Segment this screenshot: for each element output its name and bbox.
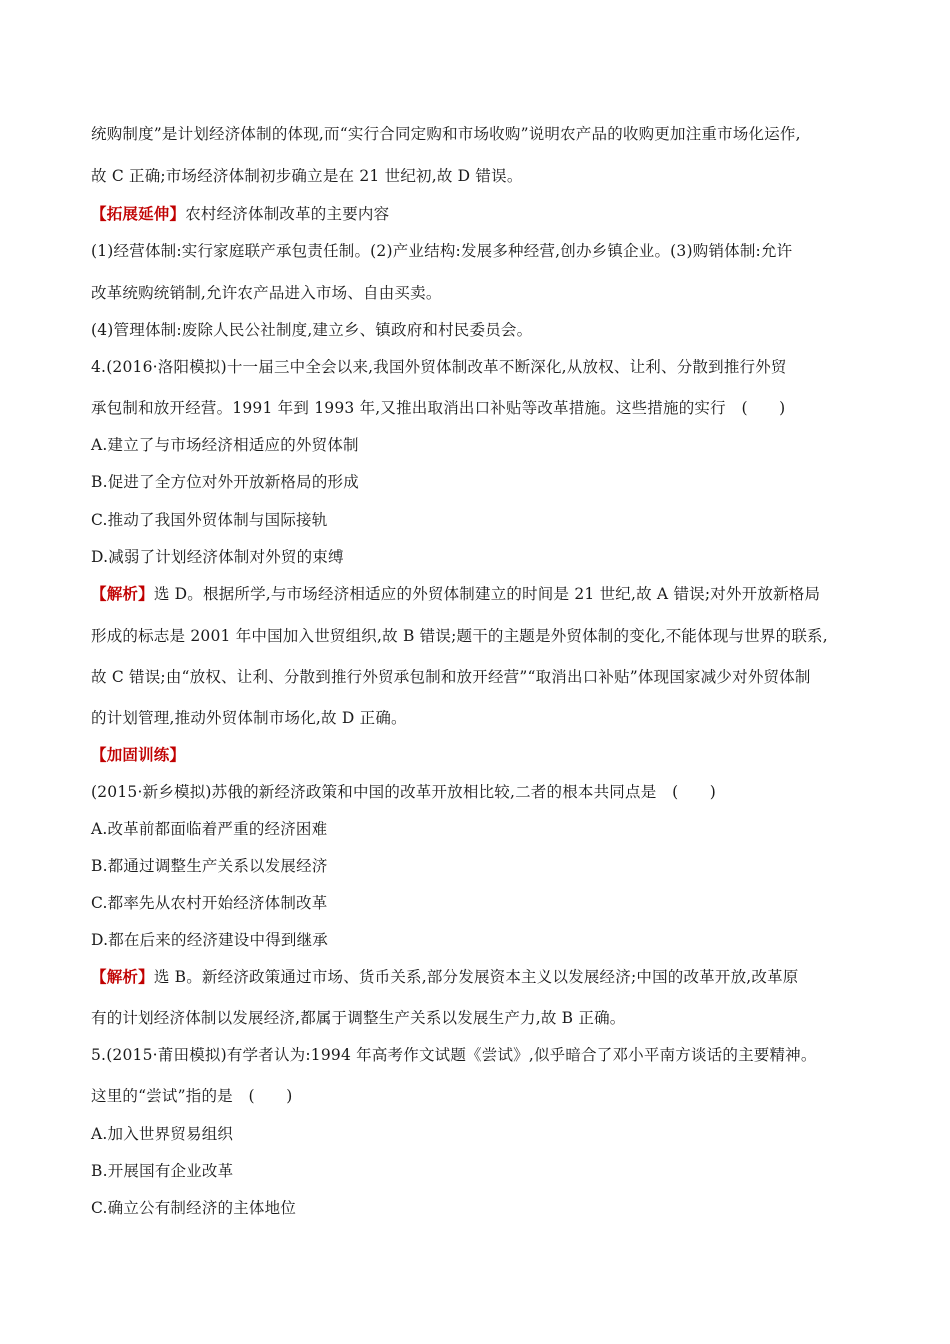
reinforce-option-c: C.都率先从农村开始经济体制改革 [91,894,328,912]
reinforce-option-b: B.都通过调整生产关系以发展经济 [91,857,328,875]
extension-tag: 【拓展延伸】 [91,204,186,223]
question-5-line: 5.(2015·莆田模拟)有学者认为:1994 年高考作文试题《尝试》,似乎暗合了邓小平南方谈话的主要精神。 [91,1046,817,1064]
question-4-option-a: A.建立了与市场经济相适应的外贸体制 [91,436,359,454]
analysis-4-line: 形成的标志是 2001 年中国加入世贸组织,故 B 错误;题干的主题是外贸体制的变化,不能体现与世界的联系, [91,627,828,645]
reinforce-option-a: A.改革前都面临着严重的经济困难 [91,820,328,838]
reinforce-heading [91,745,185,765]
extension-line: (4)管理体制:废除人民公社制度,建立乡、镇政府和村民委员会。 [91,321,533,339]
question-4-option-d: D.减弱了计划经济体制对外贸的束缚 [91,548,344,566]
question-4-line: 承包制和放开经营。1991 年到 1993 年,又推出取消出口补贴等改革措施。这些措施的实行 ( ) [91,399,786,417]
question-5-option-a: A.加入世界贸易组织 [91,1125,234,1143]
analysis-tag: 【解析】 [91,584,154,603]
extension-heading [91,204,389,224]
extension-line: (1)经营体制:实行家庭联产承包责任制。(2)产业结构:发展多种经营,创办乡镇企业。(3)购销体制:允许 [91,242,793,260]
question-5-option-c: C.确立公有制经济的主体地位 [91,1199,297,1217]
paragraph-line: 统购制度”是计划经济体制的体现,而“实行合同定购和市场收购”说明农产品的收购更加注重市场化运作, [91,125,801,143]
question-4-option-b: B.促进了全方位对外开放新格局的形成 [91,473,359,491]
analysis-4-line: 的计划管理,推动外贸体制市场化,故 D 正确。 [91,709,407,727]
analysis-tag: 【解析】 [91,967,154,986]
question-4-option-c: C.推动了我国外贸体制与国际接轨 [91,511,328,529]
extension-line: 改革统购统销制,允许农产品进入市场、自由买卖。 [91,284,442,302]
analysis-4-line [91,584,820,604]
analysis-r-line [91,967,799,987]
question-4-line: 4.(2016·洛阳模拟)十一届三中全会以来,我国外贸体制改革不断深化,从放权、让利、分散到推行外贸 [91,358,787,376]
analysis-r-text: 选 B。新经济政策通过市场、货币关系,部分发展资本主义以发展经济;中国的改革开放,改革原 [153,968,799,986]
reinforce-tag: 【加固训练】 [91,745,186,764]
reinforce-option-d: D.都在后来的经济建设中得到继承 [91,931,329,949]
paragraph-line: 故 C 正确;市场经济体制初步确立是在 21 世纪初,故 D 错误。 [91,167,523,185]
extension-heading-text: 农村经济体制改革的主要内容 [185,205,390,223]
analysis-r-line: 有的计划经济体制以发展经济,都属于调整生产关系以发展生产力,故 B 正确。 [91,1009,626,1027]
question-5-option-b: B.开展国有企业改革 [91,1162,234,1180]
analysis-4-text: 选 D。根据所学,与市场经济相适应的外贸体制建立的时间是 21 世纪,故 A 错误;对外开放新格局 [153,585,821,603]
question-5-line: 这里的“尝试”指的是 ( ) [91,1087,293,1105]
reinforce-question: (2015·新乡模拟)苏俄的新经济政策和中国的改革开放相比较,二者的根本共同点是 ( ) [91,783,716,801]
analysis-4-line: 故 C 错误;由“放权、让利、分散到推行外贸承包制和放开经营”“取消出口补贴”体现国家减少对外贸体制 [91,668,811,686]
